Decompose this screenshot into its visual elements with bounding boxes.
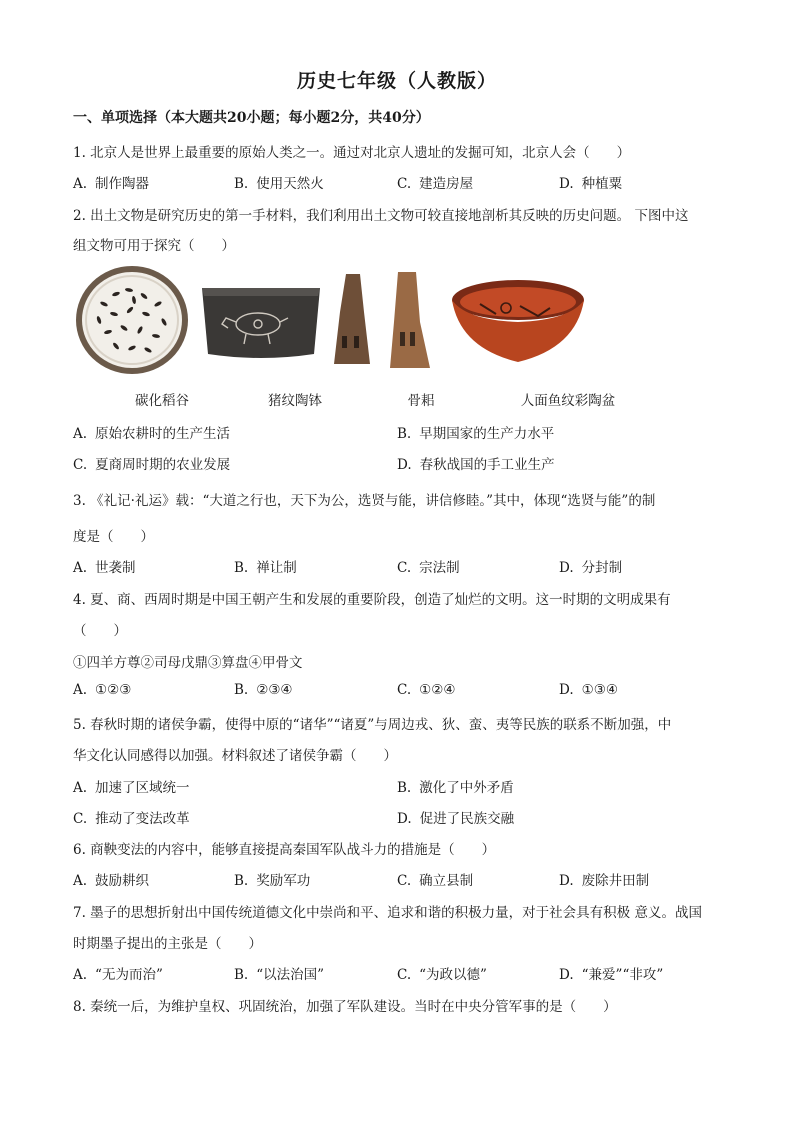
question-3-option-a[interactable]: A. 世袭制 (73, 560, 136, 576)
question-1-option-d[interactable]: D. 种植粟 (559, 176, 623, 192)
question-5-option-d[interactable]: D. 促进了民族交融 (397, 811, 515, 827)
question-1-option-a[interactable]: A. 制作陶器 (73, 176, 150, 192)
question-2-option-b[interactable]: B. 早期国家的生产力水平 (397, 426, 555, 442)
question-5-option-a[interactable]: A. 加速了区域统一 (73, 780, 190, 796)
carbonized-rice-image (74, 264, 190, 376)
caption-bone-spade: 骨耜 (407, 393, 435, 409)
question-4-option-b[interactable]: B. ②③④ (234, 682, 293, 698)
question-4-option-c[interactable]: C. ①②④ (397, 682, 456, 698)
question-3-option-b[interactable]: B. 禅让制 (234, 560, 297, 576)
pig-pattern-bowl-image (196, 282, 326, 362)
question-5-option-b[interactable]: B. 激化了中外矛盾 (397, 780, 514, 796)
question-2-stem-line-2: 组文物可用于探究（ ） (73, 238, 235, 254)
page-title: 历史七年级（人教版） (296, 70, 497, 92)
section-heading: 一、单项选择（本大题共20小题；每小题2分，共40分） (73, 110, 430, 126)
question-1-stem: 1. 北京人是世界上最重要的原始人类之一。通过对北京人遗址的发掘可知，北京人会（ ） (73, 145, 631, 161)
question-6-stem: 6. 商鞅变法的内容中，能够直接提高秦国军队战斗力的措施是（ ） (73, 842, 496, 858)
caption-pig-pattern-bowl: 猪纹陶钵 (268, 393, 322, 409)
artifact-images (70, 262, 590, 372)
question-3-stem-line-2: 度是（ ） (73, 529, 154, 545)
question-3-option-c[interactable]: C. 宗法制 (397, 560, 460, 576)
question-4-items: ①四羊方尊②司母戊鼎③算盘④甲骨文 (73, 655, 303, 671)
question-5-stem-line-2: 华文化认同感得以加强。材料叙述了诸侯争霸（ ） (73, 748, 397, 764)
question-3-option-d[interactable]: D. 分封制 (559, 560, 623, 576)
question-1-option-c[interactable]: C. 建造房屋 (397, 176, 474, 192)
question-2-option-d[interactable]: D. 春秋战国的手工业生产 (397, 457, 555, 473)
question-8-stem: 8. 秦统一后，为维护皇权、巩固统治，加强了军队建设。当时在中央分管军事的是（ ） (73, 999, 617, 1015)
question-7-option-c[interactable]: C. “为政以德” (397, 967, 487, 983)
question-4-option-a[interactable]: A. ①②③ (73, 682, 132, 698)
question-6-option-b[interactable]: B. 奖励军功 (234, 873, 311, 889)
question-1-option-b[interactable]: B. 使用天然火 (234, 176, 324, 192)
question-6-option-d[interactable]: D. 废除井田制 (559, 873, 650, 889)
caption-painted-pottery-basin: 人面鱼纹彩陶盆 (520, 393, 616, 409)
question-6-option-a[interactable]: A. 鼓励耕织 (73, 873, 150, 889)
question-7-stem-line-1: 7. 墨子的思想折射出中国传统道德文化中崇尚和平、追求和谐的积极力量，对于社会具有积极 意义。战国 (73, 905, 702, 921)
question-4-stem-line-1: 4. 夏、商、西周时期是中国王朝产生和发展的重要阶段，创造了灿烂的文明。这一时期的文明成果有 (73, 592, 671, 608)
painted-pottery-basin-image (450, 278, 586, 364)
question-7-stem-line-2: 时期墨子提出的主张是（ ） (73, 936, 262, 952)
caption-carbonized-rice: 碳化稻谷 (135, 393, 189, 409)
question-2-stem-line-1: 2. 出土文物是研究历史的第一手材料，我们利用出土文物可较直接地剖析其反映的历史问题。 下图中这 (73, 208, 689, 224)
question-4-stem-line-2: （ ） (73, 623, 127, 639)
question-2-option-c[interactable]: C. 夏商周时期的农业发展 (73, 457, 231, 473)
bone-spade-image (328, 272, 446, 372)
question-7-option-d[interactable]: D. “兼爱”“非攻” (559, 967, 664, 983)
question-2-option-a[interactable]: A. 原始农耕时的生产生活 (73, 426, 231, 442)
question-3-stem-line-1: 3. 《礼记·礼运》载：“大道之行也，天下为公，选贤与能，讲信修睦。”其中，体现“选贤与能”的制 (73, 493, 656, 509)
question-7-option-b[interactable]: B. “以法治国” (234, 967, 325, 983)
question-5-option-c[interactable]: C. 推动了变法改革 (73, 811, 190, 827)
question-7-option-a[interactable]: A. “无为而治” (73, 967, 163, 983)
question-5-stem-line-1: 5. 春秋时期的诸侯争霸，使得中原的“诸华”“诸夏”与周边戎、狄、蛮、夷等民族的联系不断加强，中 (73, 717, 672, 733)
question-4-option-d[interactable]: D. ①③④ (559, 682, 618, 698)
question-6-option-c[interactable]: C. 确立县制 (397, 873, 474, 889)
